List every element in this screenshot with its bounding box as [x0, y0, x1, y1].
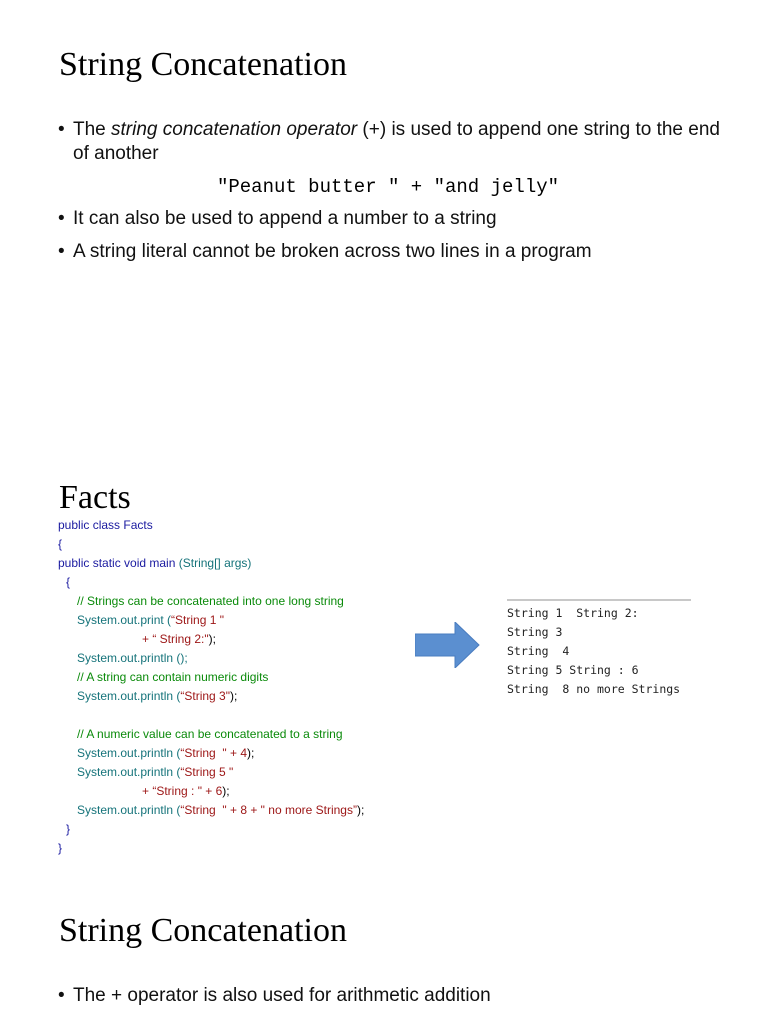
code-line: System.out.println ();	[77, 651, 188, 665]
bullet-dot-icon: •	[58, 119, 65, 140]
code-comment: // A string can contain numeric digits	[77, 670, 269, 684]
code-line: public static void main (String[] args)	[58, 556, 252, 570]
code-line: public class Facts	[58, 518, 153, 532]
console-line: String 4	[507, 644, 570, 658]
bullet-dot-icon: •	[58, 241, 65, 262]
code-line: {	[66, 575, 71, 589]
slide3-bullet-1: • The + operator is also used for arithmetic addition	[58, 985, 491, 1006]
slide1-code-example: "Peanut butter " + "and jelly"	[216, 176, 560, 198]
code-line: }	[66, 822, 71, 836]
code-line: System.out.println (“String " + 4);	[77, 746, 255, 760]
code-line: }	[58, 841, 63, 855]
bullet-dot-icon: •	[58, 985, 65, 1006]
code-line: + “ String 2:");	[142, 632, 216, 646]
code-line: {	[58, 537, 63, 551]
console-line: String 5 String : 6	[507, 663, 639, 677]
code-line: System.out.println (“String 5 "	[77, 765, 234, 779]
slide1-bullet-1: • The string concatenation operator (+) is used to append one string to the end of another	[58, 119, 720, 164]
code-comment: // Strings can be concatenated into one long string	[77, 594, 344, 608]
right-arrow-icon	[415, 622, 481, 668]
code-line: System.out.print (“String 1 "	[77, 613, 224, 627]
console-line: String 1 String 2:	[507, 606, 639, 620]
slide3-bullets	[58, 984, 728, 1008]
code-blank-line	[58, 706, 364, 725]
term-emphasis: string concatenation operator	[111, 119, 358, 140]
bullet-dot-icon: •	[58, 208, 65, 229]
console-line: String 3	[507, 625, 563, 639]
slide2-title: Facts	[59, 479, 131, 516]
console-output	[507, 599, 691, 699]
slide1-title: String Concatenation	[59, 46, 348, 83]
slide3-title: String Concatenation	[59, 912, 348, 949]
code-line: System.out.println (“String " + 8 + " no more Strings”);	[77, 803, 365, 817]
slide1-bullet-2: • It can also be used to append a number to a string	[58, 208, 497, 229]
code-line: System.out.println (“String 3");	[77, 689, 238, 703]
code-comment: // A numeric value can be concatenated to a string	[77, 727, 343, 741]
code-line: + “String : " + 6);	[142, 784, 230, 798]
java-code-listing	[58, 516, 364, 858]
slide1-bullets	[58, 118, 728, 264]
console-line: String 8 no more Strings	[507, 682, 681, 696]
slide1-bullet-3: • A string literal cannot be broken across two lines in a program	[58, 241, 592, 262]
